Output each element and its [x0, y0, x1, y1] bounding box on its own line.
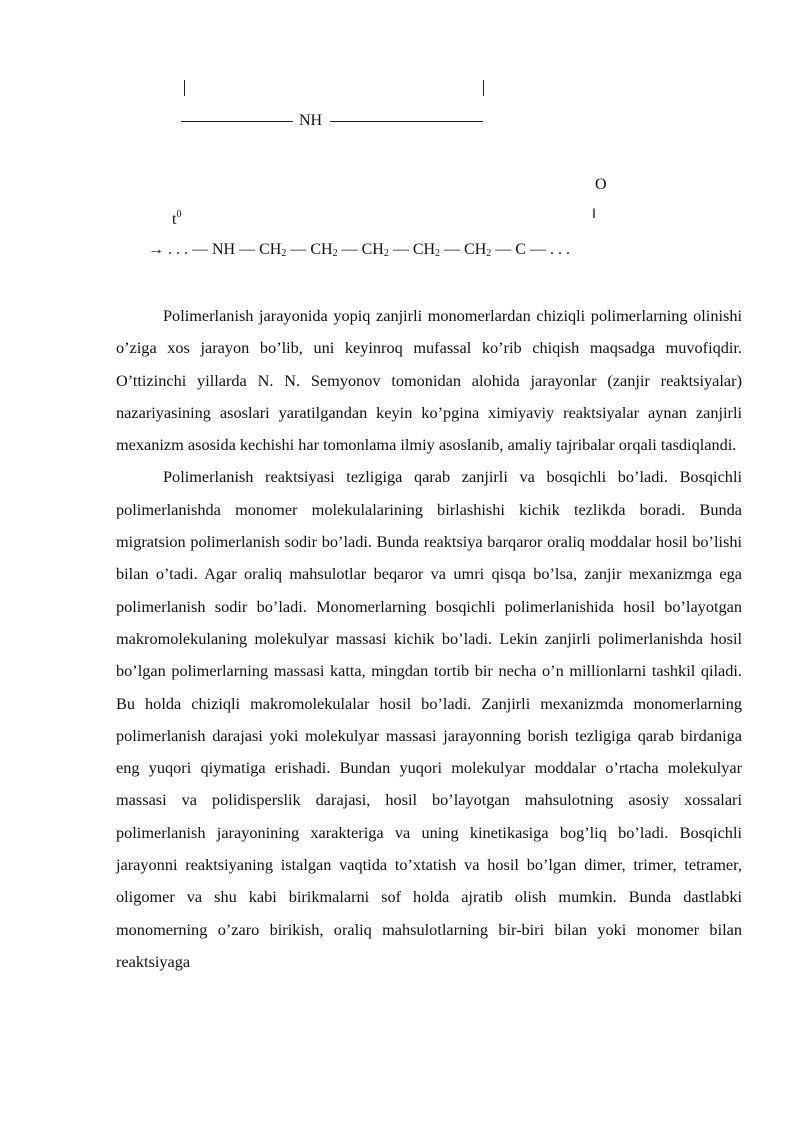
paragraph-2: Polimerlanish reaktsiyasi tezligiga qarab zanjirli va bosqichli bo’ladi. Bosqichli polimerlanishda monomer molekulalarining birlashishi kichik tezlikda boradi. Bunda migratsion polimerlanish sodir bo’ladi. Bunda reaktsiya barqaror oraliq moddalar hosil bo’lishi bilan o’tadi. Agar oraliq mahsulotlar beqaror va umri qisqa bo’lsa, zanjir mexanizmga ega polimerlanish sodir bo’ladi. Monomerlarning bosqichli polimerlanishida hosil bo’layotgan makromolekulaning molekulyar massasi kichik bo’ladi. Lekin zanjirli polimerlanishda hosil bo’lgan polimerlarning massasi katta, mingdan tortib bir necha o’n millionlarni tashkil qiladi. Bu holda chiziqli makromolekulalar hosil bo’ladi. Zanjirli mexanizmda monomerlarning polimerlanish darajasi yoki molekulyar massasi jarayonning borish tezligiga qarab birdaniga eng yuqori qiymatiga erishadi. Bundan yuqori molekulyar moddalar o’rtacha molekulyar massasi va polidisperslik darajasi, hosil bo’layotgan mahsulotning asosiy xossalari polimerlanish jarayonining xarakteriga va uning kinetikasiga bog’liq bo’ladi. Bosqichli jarayonni reaktsiyaning istalgan vaqtida to’xtatish va hosil bo’lgan dimer, trimer, tetramer, oligomer va shu kabi birikmalarni sof holda ajratib olish mumkin. Bunda dastlabki monomerning o’zaro birikish, oraliq mahsulotlarning bir-biri bilan yoki monomer bilan reaktsiyaga — [116, 467, 742, 971]
paragraph-1: Polimerlanish jarayonida yopiq zanjirli monomerlardan chiziqli polimerlarning olinishi o’ziga xos jarayon bo’lib, uni keyinroq mufassal ko’rib chiqish maqsadga muvofiqdir. O’ttizinchi yillarda N. N. Semyonov tomonidan alohida jarayonlar (zanjir reaktsiyalar) nazariyasining asoslari yaratilgandan keyin ko’pgina ximiyaviy reaktsiyalar aynan zanjirli mexanizm asosida kechishi har tomonlama ilmiy asoslanib, amaliy tajribalar orqali tasdiqlandi. — [116, 306, 742, 455]
polymer-chain-formula: → . . . — NH — $CH_2$ — $CH_2$ — $CH_2$ — $CH_2$ — $CH_2$ — C — . . . — [148, 241, 570, 259]
body-text — [116, 300, 742, 978]
ring-left-bond — [184, 80, 185, 96]
carbonyl-double-bond: ‖ — [592, 207, 596, 222]
ring-right-bond — [483, 80, 484, 96]
ring-bottom-bond-right — [330, 121, 483, 122]
ring-bottom-bond-left — [181, 121, 293, 122]
ring-nh-label: NH — [299, 112, 323, 129]
carbonyl-oxygen: O — [595, 176, 607, 193]
temperature-label: $t^0$ — [172, 209, 182, 228]
